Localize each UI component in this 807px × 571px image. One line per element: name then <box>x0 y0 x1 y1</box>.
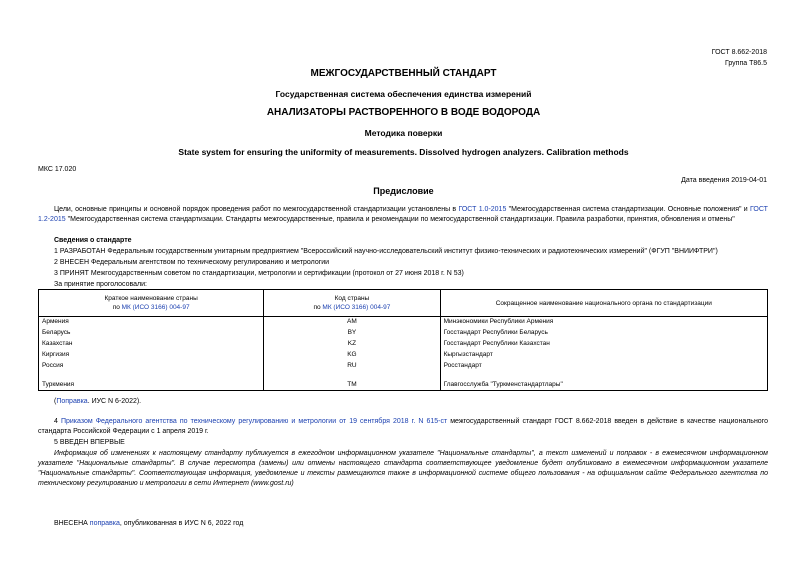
intro-date: Дата введения 2019-04-01 <box>681 177 767 184</box>
header-code: Код страны по МК (ИСО 3166) 004-97 <box>264 290 440 317</box>
developed-by: 1 РАЗРАБОТАН Федеральным государственным унитарным предприятием "Всероссийский научно-исследовательский институт физико-технических и радиотехнических измерений" (ФГУП "ВНИИФТРИ") <box>54 248 718 255</box>
foreword-text-c: "Межгосударственная система стандартизации. Стандарты межгосударственные, правила и рекомендации по межгосударственной стандартизации. Правила разработки, принятия, обновления и отмены" <box>65 216 735 223</box>
foreword-text-b: "Межгосударственная система стандартизации. Основные положения" и <box>506 206 751 213</box>
amendment-note: (Поправка. ИУС N 6-2022). <box>54 398 142 405</box>
voted-label: За принятие проголосовали: <box>54 281 147 288</box>
mks-code: МКС 17.020 <box>38 166 77 173</box>
mk-iso-link-col2[interactable]: МК (ИСО 3166) 004-97 <box>322 304 391 311</box>
first-introduced: 5 ВВЕДЕН ВПЕРВЫЕ <box>54 439 125 446</box>
footer-amendment: ВНЕСЕНА поправка, опубликованная в ИУС N 6, 2022 год <box>54 520 244 527</box>
group-code: Группа Т86.5 <box>724 60 767 67</box>
voting-countries-table <box>38 289 768 391</box>
changes-info-paragraph: Информация об изменениях к настоящему стандарту публикуется в ежегодном информационном указателе "Национальные стандарты", а текст изменений и поправок - в ежемесячном информационном указателе "Национальные стандарты". В случае пересмотра (замены) или отмены настоящего стандарта соответствующее уведомление будет опубликовано в ежемесячном информационном указателе "Национальные стандарты". Соответствующая информация, уведомление и тексты размещаются также в информационной системе общего пользования - на официальном сайте Федерального агентства по техническому регулированию и метрологии в сети Интернет (www.gost.ru) <box>38 450 768 487</box>
table-row: Россия RU Росстандарт <box>39 361 768 372</box>
table-row: Армения AM Минэкономики Республики Армения <box>39 317 768 329</box>
table-row: Казахстан KZ Госстандарт Республики Казахстан <box>39 339 768 350</box>
standard-info-heading: Сведения о стандарте <box>54 237 132 244</box>
system-heading: Государственная система обеспечения единства измерений <box>275 89 532 99</box>
order-link[interactable]: Приказом Федерального агентства по техническому регулированию и метрологии от 19 сентября 2018 г. N 615-ст <box>60 418 448 425</box>
table-row: Беларусь BY Госстандарт Республики Беларусь <box>39 328 768 339</box>
mk-iso-link-col1[interactable]: МК (ИСО 3166) 004-97 <box>121 304 190 311</box>
foreword-text-a: Цели, основные принципы и основной порядок проведения работ по межгосударственной стандартизации установлены в <box>54 206 459 213</box>
standard-type-heading: МЕЖГОСУДАРСТВЕННЫЙ СТАНДАРТ <box>310 68 497 79</box>
enacted-paragraph: 4 Приказом Федерального агентства по техническому регулированию и метрологии от 19 сентября 2018 г. N 615-ст межгосударственный стандарт ГОСТ 8.662-2018 введен в действие в качестве национального стандарта Российской Федерации с 1 апреля 2019 г. <box>38 418 768 435</box>
gost-1-2-link[interactable]: ГОСТ 1.2-2015 <box>38 206 768 223</box>
method-heading: Методика поверки <box>364 128 443 138</box>
table-row: Туркмения TM Главгосслужба "Туркменстандартлары" <box>39 372 768 391</box>
footer-amendment-link[interactable]: поправка <box>89 520 120 527</box>
foreword-heading: Предисловие <box>373 186 434 196</box>
header-country: Краткое наименование страны по МК (ИСО 3166) 004-97 <box>39 290 264 317</box>
document-title: АНАЛИЗАТОРЫ РАСТВОРЕННОГО В ВОДЕ ВОДОРОДА <box>266 107 541 118</box>
submitted-by: 2 ВНЕСЕН Федеральным агентством по техническому регулированию и метрологии <box>54 259 330 266</box>
gost-1-0-link[interactable]: ГОСТ 1.0-2015 <box>458 206 507 213</box>
adopted-by: 3 ПРИНЯТ Межгосударственным советом по стандартизации, метрологии и сертификации (протокол от 27 июня 2018 г. N 53) <box>54 270 464 277</box>
foreword-paragraph <box>38 205 768 225</box>
english-title: State system for ensuring the uniformity of measurements. Dissolved hydrogen analyzers. Calibration methods <box>178 147 629 157</box>
gost-number: ГОСТ 8.662-2018 <box>711 49 767 56</box>
table-row: Киргизия KG Кыргызстандарт <box>39 350 768 361</box>
header-body: Сокращенное наименование национального органа по стандартизации <box>440 290 767 317</box>
amendment-link[interactable]: Поправка <box>56 398 88 405</box>
table-header-row <box>39 290 768 317</box>
